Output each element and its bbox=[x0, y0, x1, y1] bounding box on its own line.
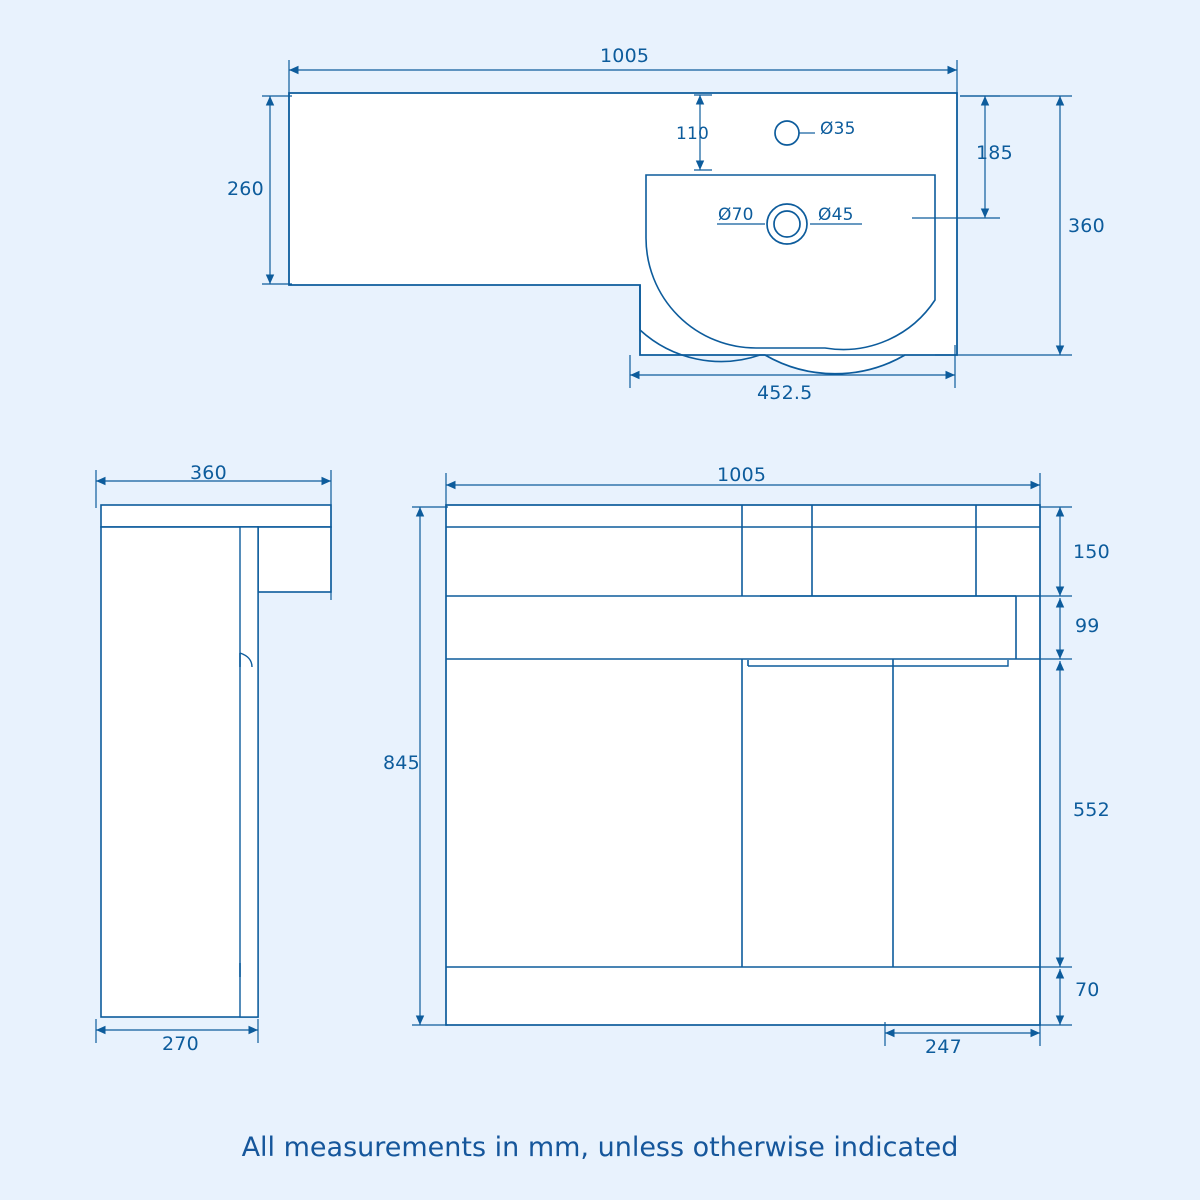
dim-basin-width: 452.5 bbox=[757, 382, 813, 404]
dim-waste-outer-diameter: Ø70 bbox=[718, 205, 754, 225]
side-view-outline bbox=[101, 505, 331, 1017]
dim-top-tap-offset: 110 bbox=[676, 124, 710, 144]
measurement-footnote: All measurements in mm, unless otherwise indicated bbox=[241, 1132, 959, 1163]
dim-front-plinth-height: 70 bbox=[1075, 979, 1100, 1001]
dim-side-base-depth: 270 bbox=[162, 1033, 199, 1055]
dim-front-right-door-width: 247 bbox=[925, 1036, 962, 1058]
dim-top-depth-left: 260 bbox=[227, 178, 264, 200]
dim-tap-hole-diameter: Ø35 bbox=[820, 119, 856, 139]
dim-front-top-section: 150 bbox=[1073, 541, 1110, 563]
dim-top-depth-right: 360 bbox=[1068, 215, 1105, 237]
dim-front-door-height: 552 bbox=[1073, 799, 1110, 821]
waste-hole bbox=[767, 204, 807, 244]
front-view-outline bbox=[446, 505, 1040, 1025]
top-view-outline bbox=[289, 93, 957, 374]
dim-waste-inner-diameter: Ø45 bbox=[818, 205, 854, 225]
dim-top-basin-offset: 185 bbox=[976, 142, 1013, 164]
dim-top-width: 1005 bbox=[600, 45, 650, 67]
dim-side-depth: 360 bbox=[190, 462, 227, 484]
dim-front-mid-section: 99 bbox=[1075, 615, 1100, 637]
tap-hole bbox=[775, 121, 799, 145]
dim-front-width: 1005 bbox=[717, 464, 767, 486]
dim-front-total-height: 845 bbox=[383, 752, 420, 774]
